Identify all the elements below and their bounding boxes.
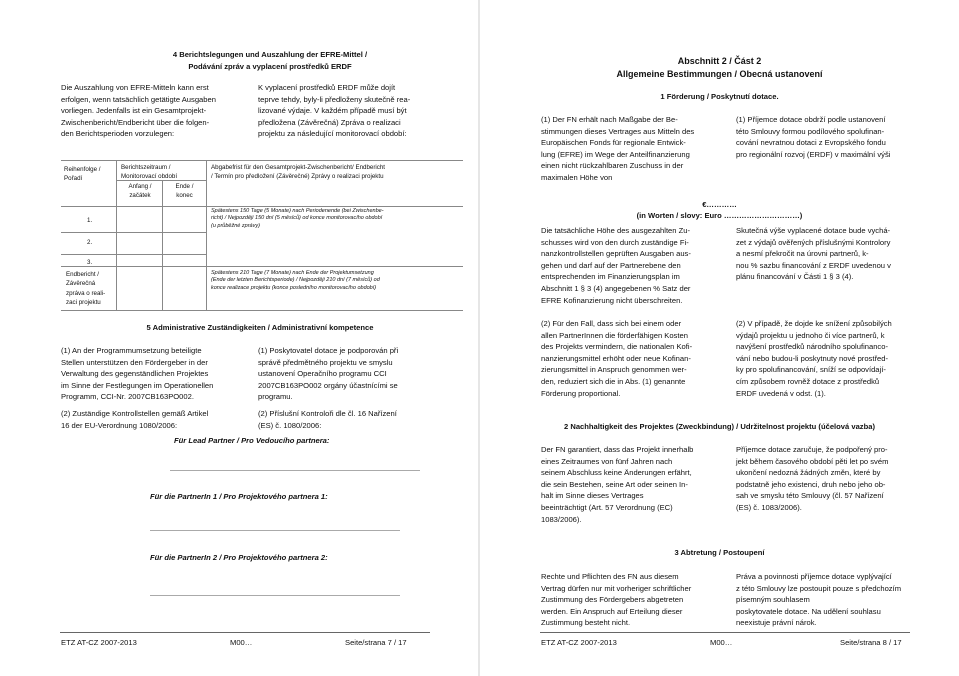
text-line: projektu za následující monitorovací období: [258, 129, 407, 139]
text-line: entsprechenden im Finanzierungsplan im [541, 272, 680, 282]
assignment-paragraph-de [541, 571, 731, 629]
text-line: 16 der EU-Verordnung 1080/2006: [61, 420, 178, 430]
text-line: Pořadí [64, 175, 83, 183]
footer-rule [540, 632, 910, 633]
text-line: den Berichtsperioden vorzulegen: [61, 129, 175, 139]
text-line: Reihenfolge / [64, 166, 101, 173]
column-header-deadline [211, 163, 461, 182]
text-line: die sein Bestehen, seine Art oder seinen In- [541, 479, 688, 489]
text-line: K vyplacení prostředků ERDF může dojít [258, 83, 396, 92]
deadline-interim [211, 208, 461, 230]
text-line: Abschnitt 2 / Část 2 [677, 56, 762, 66]
text-line: Spätestens 210 Tage (7 Monate) nach Ende der Projektumsetzung [211, 270, 374, 276]
deadline-final [211, 270, 461, 292]
lead-partner-signature-line [170, 470, 420, 471]
text-line: cím způsobem rovněž dotace z prostředků [736, 376, 880, 386]
section4-heading [120, 49, 420, 72]
text-line: Zwischenbericht/Endbericht über die folgen- [61, 117, 210, 127]
text-line: Stellen unterstützen den Fördergeber in der [61, 357, 208, 367]
text-line: den, reduziert sich die in Abs. (1) genannte [541, 376, 686, 386]
text-line: eines Zeitraumes von fünf Jahren nach [541, 456, 673, 466]
text-line: plánu financování v Části 1 § 3 (4). [736, 272, 854, 282]
text-line: zet z výdajů ověřených příslušnými Kontrolory [736, 237, 891, 247]
text-line: Förderung proportional. [541, 388, 621, 398]
text-line: gehen und darf auf der Partnerebene den [541, 260, 681, 270]
text-line: písemným souhlasem [736, 595, 810, 605]
text-line: (2) Zuständige Kontrollstellen gemäß Artikel [61, 408, 209, 418]
text-line: pro regionální rozvoj (ERDF) v maximální výši [736, 149, 891, 159]
text-line: jekt během časového období pěti let po svém [736, 456, 889, 466]
text-line: (Ende der letzten Berichtsperiode) / Nejpozději 210 dní (7 měsíců) od [211, 277, 380, 284]
section5-heading: 5 Administrative Zuständigkeiten / Administrativní kompetence [146, 323, 374, 332]
text-line: teprve tehdy, byly-li předloženy skutečně rea- [258, 94, 411, 104]
actual-amount-paragraph-de [541, 225, 731, 306]
text-line: této Smlouvy formou podílového spolufinan- [736, 126, 885, 136]
text-line: Endbericht / [66, 271, 100, 278]
competence-paragraph-de [61, 345, 256, 431]
grant-amount: €………… [702, 200, 737, 209]
text-line: Abgabefrist für den Gesamtprojekt-Zwischenbericht/ Endbericht [211, 164, 386, 171]
table-row-final-report [66, 270, 105, 308]
text-line: schusses wird von den durch zuständige Fi- [541, 237, 689, 247]
text-line: Programm, CCI-Nr. 2007CB163PO002. [61, 392, 194, 402]
text-line: 1083/2006). [541, 514, 582, 524]
text-line: Die tatsächliche Höhe des ausgezahlten Zu- [541, 226, 691, 235]
text-line: ERDF uvedená v odst. (1). [736, 388, 826, 398]
text-line: lizované výdaje. V každém případě musí být [258, 106, 407, 116]
assignment-paragraph-cz [736, 571, 951, 629]
actual-amount-paragraph-cz [736, 225, 951, 283]
text-line: cování nevratnou dotaci z Evropského fondu [736, 138, 886, 148]
text-line: maximalen Höhe von [541, 172, 613, 182]
text-line: beeinträchtigt (Art. 57 Verordnung (EC) [541, 502, 673, 512]
text-line: im Sinne der Festlegungen im Operationellen [61, 380, 214, 390]
text-line: Závěrečná [66, 280, 96, 288]
text-line: zaci projektu [66, 299, 101, 307]
text-line: Europäischen Fonds für regionale Entwick- [541, 138, 686, 148]
section4-heading-de: 4 Berichtslegungen und Auszahlung der EFRE-Mittel / [172, 50, 368, 59]
text-line: Skutečná výše vyplacené dotace bude vychá- [736, 226, 891, 235]
text-line: stimmungen dieses Vertrages aus Mitteln des [541, 126, 695, 136]
right-page [480, 0, 959, 676]
reduction-paragraph-de [541, 318, 731, 399]
text-line: Abschnitt 1 § 3 (4) angegebenen % Satz der [541, 283, 691, 293]
text-line: Vertrag dürfen nur mit vorheriger schriftlicher [541, 583, 692, 593]
text-line: nanzierungsmittel erhöht oder neue Kofinan- [541, 353, 691, 363]
payment-paragraph-cz [258, 82, 458, 140]
text-line: programu. [258, 392, 293, 402]
text-line: začátek [129, 192, 151, 200]
text-line: a nesmí překročit na úrovni partnerů, k- [736, 249, 869, 259]
text-line: (2) V případě, že dojde ke snížení způsobilých [736, 319, 892, 328]
text-line: správě předmětného projektu ve smyslu [258, 357, 393, 367]
section1-heading: 1 Förderung / Poskytnutí dotace. [660, 92, 779, 101]
text-line: zierungsmittel in Anspruch genommen wer- [541, 365, 687, 375]
footer-rule [60, 632, 430, 633]
text-line: Rechte und Pflichten des FN aus diesem [541, 572, 679, 581]
payment-paragraph-de [61, 82, 251, 140]
partner2-label: Für die PartnerIn 2 / Pro Projektového partnera 2: [150, 553, 328, 562]
text-line: (2) Für den Fall, dass sich bei einem oder [541, 319, 682, 328]
grant-amount-in-words: (in Worten / slovy: Euro …………………………) [636, 211, 803, 220]
text-line: seinem Abschluss keine Änderungen erfährt, [541, 468, 692, 478]
text-line: (u průběžné zprávy) [211, 222, 260, 229]
text-line: nou % sazbu financování z ERDF uvedenou v [736, 260, 891, 270]
text-line: Ende / [175, 183, 194, 190]
footer-page-number: Seite/strana 7 / 17 [345, 638, 407, 647]
text-line: Anfang / [128, 183, 152, 190]
text-line: richt) / Nejpozději 150 dní (5 měsíců) od konce monitorovacího období [211, 215, 383, 222]
column-header-period [121, 163, 177, 182]
left-page [0, 0, 478, 676]
reporting-table [61, 160, 463, 311]
text-line: (1) Poskytovatel dotace je podporován při [258, 346, 399, 355]
text-line: (ES) č. 1080/2006: [258, 420, 322, 430]
text-line: (1) Příjemce dotace obdrží podle ustanovení [736, 115, 886, 124]
text-line: sah ve smyslu této Smlouvy (čl. 57 Nařízení [736, 491, 884, 501]
text-line: lung (EFRE) im Wege der Anteilfinanzierung [541, 149, 690, 159]
text-line: allen PartnerInnen die förderfähigen Kosten [541, 330, 688, 340]
text-line: Allgemeine Bestimmungen / Obecná ustanovení [616, 69, 823, 79]
table-row-number: 3. [87, 259, 93, 266]
grant-paragraph-cz [736, 114, 951, 160]
text-line: Verwaltung des gegenständlichen Projektes [61, 369, 209, 379]
text-line: podstatně jeho existenci, druh nebo jeho ob- [736, 479, 886, 489]
partner1-label: Für die PartnerIn 1 / Pro Projektového partnera 1: [150, 492, 328, 501]
section2-heading: 2 Nachhaltigkeit des Projektes (Zweckbindung) / Udržitelnost projektu (účelová vazba) [564, 422, 875, 431]
footer-program: ETZ AT-CZ 2007-2013 [541, 638, 617, 647]
text-line: halt im Sinne dieses Vertrages [541, 491, 644, 501]
text-line: výdajů projektu u jednoho či více partnerů, k [736, 330, 885, 340]
text-line: Zustimmung des Fördergebers abgetreten [541, 595, 684, 605]
text-line: poskytovatele dotace. Na udělení souhlasu [736, 606, 881, 616]
column-header-end [163, 182, 206, 201]
text-line: Spätestens 150 Tage (5 Monate) nach Periodenende (bei Zwischenbe- [211, 208, 384, 214]
text-line: Berichtszeitraum / [121, 164, 171, 171]
text-line: Die Auszahlung von EFRE-Mitteln kann erst [61, 83, 209, 92]
text-line: (1) An der Programmumsetzung beteiligte [61, 346, 202, 355]
table-row-number: 2. [87, 239, 93, 246]
partner2-signature-line [150, 595, 400, 596]
text-line: neexistuje právní nárok. [736, 618, 817, 628]
text-line: einen nicht rückzahlbaren Zuschuss in der [541, 161, 684, 171]
text-line: Zustimmung besteht nicht. [541, 618, 631, 628]
text-line: zpráva o reali- [66, 289, 106, 297]
section3-heading: 3 Abtretung / Postoupení [674, 548, 765, 557]
text-line: (ES) č. 1083/2006). [736, 502, 802, 512]
grant-paragraph-de [541, 114, 731, 184]
text-line: (1) Der FN erhält nach Maßgabe der Be- [541, 115, 678, 124]
footer-code: M00… [230, 638, 253, 647]
reduction-paragraph-cz [736, 318, 951, 399]
table-row-number: 1. [87, 217, 93, 224]
text-line: nanzkontrollstellen geprüften Ausgaben aus- [541, 249, 691, 259]
text-line: 2007CB163PO002 orgány účastnícími se [258, 380, 398, 390]
text-line: (2) Příslušní Kontroloři dle čl. 16 Nařízení [258, 408, 397, 418]
column-header-start [118, 182, 162, 201]
text-line: z této Smlouvy lze postoupit pouze s předchozím [736, 583, 902, 593]
text-line: erfolgen, wenn tatsächlich getätigte Ausgaben [61, 94, 216, 104]
footer-page-number: Seite/strana 8 / 17 [840, 638, 902, 647]
text-line: konce realizace projektu (konce posledního monitorovacího období) [211, 284, 377, 291]
competence-paragraph-cz [258, 345, 458, 431]
sustainability-paragraph-cz [736, 444, 951, 514]
part2-heading [480, 55, 959, 81]
text-line: EFRE Kofinanzierung nicht überschreiten. [541, 295, 683, 305]
sustainability-paragraph-de [541, 444, 731, 525]
footer-code: M00… [710, 638, 733, 647]
text-line: Monitorovací období [121, 173, 178, 181]
text-line: Příjemce dotace zaručuje, že podpořený pro- [736, 445, 888, 454]
column-header-order [64, 165, 100, 184]
section4-heading-cz: Podávání zpráv a vyplacení prostředků ERDF [188, 61, 352, 71]
partner1-signature-line [150, 530, 400, 531]
text-line: ustanovení Operačního programu CCI [258, 369, 387, 379]
text-line: Der FN garantiert, dass das Projekt innerhalb [541, 445, 694, 454]
text-line: werden. Ein Anspruch auf Erteilung dieser [541, 606, 683, 616]
text-line: / Termín pro předložení (Závěrečné) Zprávy o realizaci projektu [211, 173, 384, 181]
text-line: vání nebo budou-li poskytnuty nové prostřed- [736, 353, 888, 363]
text-line: navýšení prostředků národního spolufinanco- [736, 342, 888, 352]
text-line: konec [176, 192, 193, 200]
text-line: předložena (Závěrečná) Zpráva o realizaci [258, 117, 401, 127]
text-line: ukončení nedozná žádných změn, které by [736, 468, 881, 478]
text-line: Práva a povinnosti příjemce dotace vyplývající [736, 572, 892, 581]
text-line: des Projekts vermindern, die nationalen Kofi- [541, 342, 693, 352]
lead-partner-label: Für Lead Partner / Pro Vedoucího partnera: [174, 436, 330, 445]
text-line: ky pro spolufinancování, sníží se odpovídají- [736, 365, 886, 375]
text-line: vorliegen. Jedenfalls ist ein Gesamtprojekt- [61, 106, 207, 116]
footer-program: ETZ AT-CZ 2007-2013 [61, 638, 137, 647]
